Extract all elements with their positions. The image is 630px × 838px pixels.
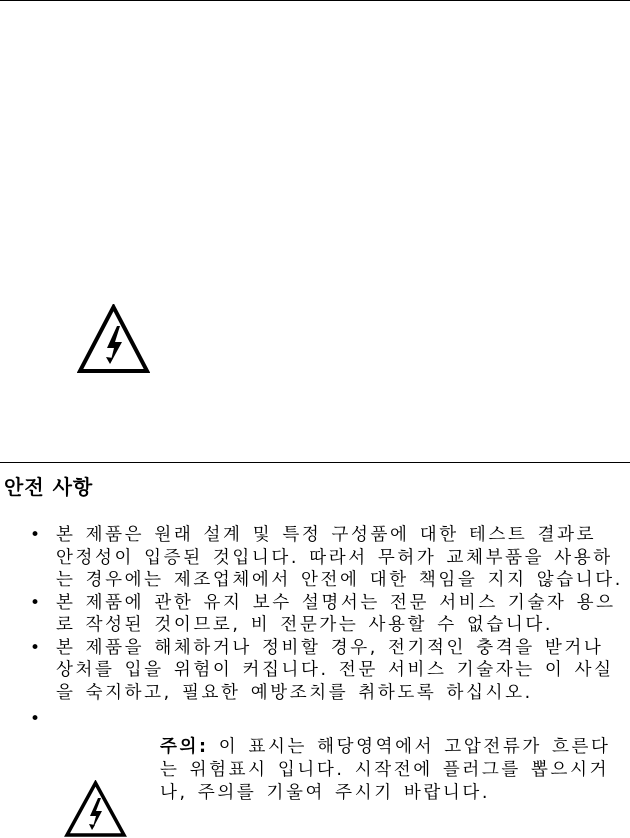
list-item-text: 본 제품에 관한 유지 보수 설명서는 전문 서비스 기술자 용으로 작성된 것이므로, 비 전문가는 사용할 수 없습니다. — [56, 592, 616, 635]
list-item-text: 본 제품을 해체하거나 정비할 경우, 전기적인 충격을 받거나 상처를 입을 위험이 커집니다. 전문 서비스 기술자는 이 사실을 숙지하고, 필요한 예방조치를 취하도록 하십시오. — [56, 637, 614, 703]
list-item — [0, 592, 630, 637]
list-item — [0, 524, 630, 592]
caution-label: 주의: — [160, 737, 209, 757]
electrical-hazard-icon — [64, 780, 127, 838]
bullet-marker: • — [30, 637, 43, 658]
list-item-text: 본 제품은 원래 설계 및 특정 구성품에 대한 테스트 결과로 안정성이 입증된 것입니다. 따라서 무허가 교체부품을 사용하는 경우에는 제조업체에서 안전에 대한 책임을 지지 않습니다. — [56, 525, 623, 590]
caution-note — [160, 736, 630, 805]
bullet-marker: • — [30, 709, 43, 729]
list-item — [0, 637, 630, 705]
electrical-hazard-icon — [77, 304, 150, 374]
bullet-marker: • — [30, 525, 43, 545]
caution-text: 이 표시는 해당영역에서 고압전류가 흐른다는 위험표시 입니다. 시작전에 플러그를 뽑으시거나, 주의를 기울여 주시기 바랍니다. — [160, 737, 611, 803]
section-divider — [0, 462, 630, 463]
top-divider — [0, 0, 630, 1]
bullet-marker: • — [30, 592, 43, 613]
section-title: 안전 사항 — [4, 475, 94, 499]
